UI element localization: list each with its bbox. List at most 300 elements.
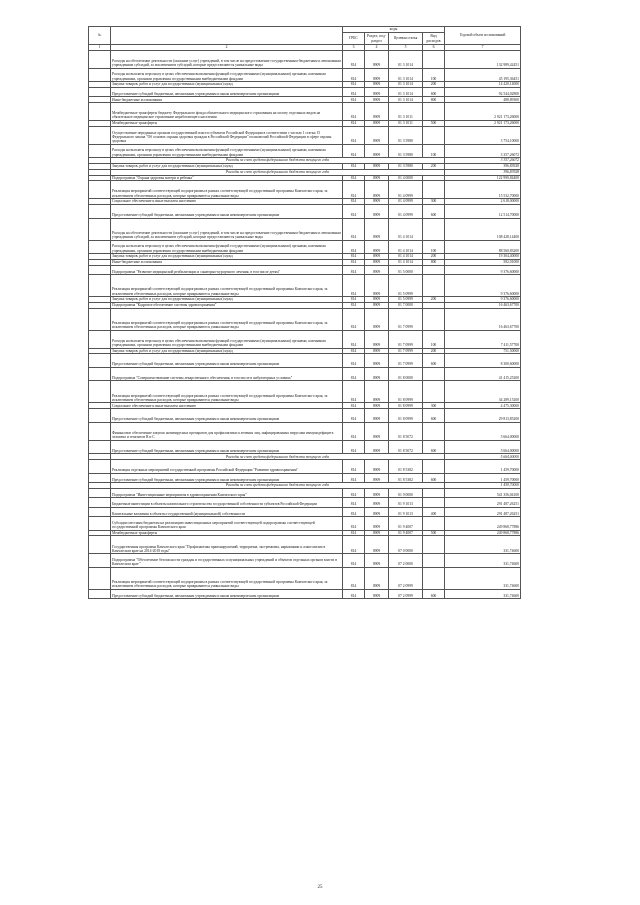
table-row [89, 440, 521, 454]
row-amount: 331,74600 [445, 567, 521, 589]
row-target: 01 3 1014 [389, 50, 423, 68]
row-grbs: 814 [343, 265, 365, 274]
row-grbs: 814 [343, 409, 365, 423]
row-name: Расходы на выплаты персоналу в целях обеспечения выполнения функций государственными (муниципальными) органами, казенными учреждениями, органами управления государственными внебюджетными фондами [111, 68, 343, 82]
row-target: 01 4 0999 [389, 204, 423, 218]
table-row [89, 567, 521, 589]
row-section: 0909 [365, 440, 389, 454]
row-target: 01 4 0999 [389, 181, 423, 199]
row-name: Иные бюджетные ассигнования [111, 259, 343, 265]
row-target: 01 4 0000 [389, 175, 423, 181]
row-target: 01 5 0999 [389, 275, 423, 297]
header-codes: коды [343, 27, 445, 33]
row-num-cell [89, 308, 111, 330]
row-exp-type: 300 [423, 403, 445, 409]
row-amount: 9 376,60000 [445, 265, 521, 274]
row-section: 0909 [365, 367, 389, 381]
row-num-cell [89, 265, 111, 274]
row-amount: 396,83928 [445, 169, 521, 175]
row-target: 01 4 1014 [389, 218, 423, 240]
header-grbs: ГРБС [343, 33, 365, 45]
row-grbs: 814 [343, 126, 365, 144]
row-section: 0909 [365, 530, 389, 536]
row-section: 0909 [365, 254, 389, 260]
row-amount: 249 868,77886 [445, 517, 521, 531]
row-amount: 41 415,25200 [445, 367, 521, 381]
table-row [89, 381, 521, 403]
row-name: Предоставление субсидий бюджетным, автономным учреждениям и иным некоммерческим организациям [111, 204, 343, 218]
row-grbs: 814 [343, 275, 365, 297]
row-exp-type: 100 [423, 330, 445, 348]
row-grbs: 814 [343, 367, 365, 381]
row-exp-type [423, 498, 445, 507]
row-name: Закупка товаров, работ и услуг для государственных (муниципальных) нужд [111, 82, 343, 88]
row-name: Расходы на обеспечение деятельности (оказание услуг) учреждений, в том числе на предоставление государственным бюджетным и автономным учреждениям субсидий, за исключением субсидий, которые предоставляются уникальные виды [111, 218, 343, 240]
colnum: 3 [343, 45, 365, 51]
row-target: 01 9 0000 [389, 488, 423, 497]
row-exp-type: 500 [423, 530, 445, 536]
colnum: 7 [445, 45, 521, 51]
row-amount: 582,01000 [445, 259, 521, 265]
row-grbs: 814 [343, 82, 365, 88]
row-grbs: 814 [343, 517, 365, 531]
row-target: 01 5 0000 [389, 265, 423, 274]
row-num-cell [89, 498, 111, 507]
row-section: 0909 [365, 536, 389, 554]
row-grbs: 814 [343, 354, 365, 368]
row-name: Предоставление субсидий бюджетным, автономным учреждениям и иным некоммерческим организациям [111, 409, 343, 423]
row-section: 0909 [365, 330, 389, 348]
header-exp-type: Вид расходов [423, 33, 445, 45]
row-exp-type: 300 [423, 199, 445, 205]
row-target: 01 8 0999 [389, 403, 423, 409]
row-num-cell [89, 330, 111, 348]
table-row [89, 536, 521, 554]
row-target: 07 0 0000 [389, 536, 423, 554]
row-section: 0909 [365, 87, 389, 96]
row-target: 01 9 1013 [389, 498, 423, 507]
row-section: 0909 [365, 265, 389, 274]
table-row [89, 265, 521, 274]
table-row [89, 507, 521, 516]
row-name: Закупка товаров, работ и услуг для государственных (муниципальных) нужд [111, 348, 343, 354]
row-grbs: 814 [343, 507, 365, 516]
row-exp-type [423, 567, 445, 589]
row-num-cell [89, 517, 111, 531]
row-num-cell [89, 381, 111, 403]
row-exp-type: 800 [423, 97, 445, 103]
row-section: 0909 [365, 82, 389, 88]
row-grbs: 814 [343, 381, 365, 403]
row-exp-type [423, 308, 445, 330]
row-target: 01 8 5382 [389, 460, 423, 474]
row-section: 0909 [365, 460, 389, 474]
row-name: Реализация мероприятий соответствующей подпрограммы в рамках соответствующей государственной программы Камчатского края, за исключением обеспеченных расходов, которые прикрываются уникальные виды [111, 381, 343, 403]
header-target: Целевая статья [389, 33, 423, 45]
row-amount: 9 376,60000 [445, 275, 521, 297]
table-row [89, 589, 521, 598]
row-name: Подпрограмма "Обеспечение безопасности граждан и государственных и муниципальных учреждений и объектов отдельных органов власти в Камчатском крае " [111, 554, 343, 568]
row-target: 01 3 1014 [389, 82, 423, 88]
row-amount: 122 990,84400 [445, 175, 521, 181]
row-amount: 45 195,36451 [445, 68, 521, 82]
colnum: 2 [111, 45, 343, 51]
row-name: Расходы на выплаты персоналу в целях обеспечения выполнения функций государственными (муниципальными) органами, казенными учреждениями, органами управления государственными внебюджетными фондами [111, 144, 343, 158]
table-row [89, 367, 521, 381]
row-section: 0909 [365, 204, 389, 218]
row-target: 01 8 0000 [389, 367, 423, 381]
row-amount: 5 664,00000 [445, 422, 521, 440]
row-note: Расходы за счет средств федерального бюджета текущего года [111, 483, 445, 489]
row-grbs: 814 [343, 473, 365, 482]
row-section: 0909 [365, 308, 389, 330]
row-grbs: 814 [343, 460, 365, 474]
row-name: Финансовое обеспечение закупок антивирусных препаратов для профилактики и лечения лиц, инфицированных вирусами иммунодефицита человека и гепатитов B и C [111, 422, 343, 440]
row-name: Закупка товаров, работ и услуг для государственных (муниципальных) нужд [111, 297, 343, 303]
row-target: 01 7 0999 [389, 308, 423, 330]
row-exp-type [423, 218, 445, 240]
row-name: Предоставление субсидий бюджетным, автономным учреждениям и иным некоммерческим организациям [111, 440, 343, 454]
row-target: 01 4 1014 [389, 240, 423, 254]
row-name: Государственная программа Камчатского края "Профилактика правонарушений, терроризма, экстремизма, наркомании и алкоголизма в Камчатском крае на 2014-2018 годы" [111, 536, 343, 554]
colnum: 1 [89, 45, 111, 51]
row-exp-type: 200 [423, 254, 445, 260]
row-name: Расходы на обеспечение деятельности (оказание услуг) учреждений, в том числе на предоставление государственным бюджетным и автономным учреждениям субсидий, за исключением субсидий, которые предоставляются уникальные виды [111, 50, 343, 68]
row-grbs: 814 [343, 68, 365, 82]
row-exp-type [423, 126, 445, 144]
row-amount: 331,74600 [445, 554, 521, 568]
row-amount: 291 487,26251 [445, 498, 521, 507]
row-name: Реализация мероприятий соответствующей подпрограммы в рамках соответствующей государственной программы Камчатского края, за исключением обеспеченных расходов, которые прикрываются уникальные виды [111, 567, 343, 589]
table-row [89, 517, 521, 531]
row-exp-type: 600 [423, 440, 445, 454]
row-section: 0909 [365, 163, 389, 169]
row-name: Реализация мероприятий соответствующей подпрограммы в рамках соответствующей государственной программы Камчатского края, за исключением обеспеченных расходов, которые прикрываются уникальные виды [111, 181, 343, 199]
row-target: 07 2 0999 [389, 589, 423, 598]
row-amount: 488,89300 [445, 97, 521, 103]
row-exp-type [423, 554, 445, 568]
row-name: Капитальные вложения в объекты государственной (муниципальной) собственности [111, 507, 343, 516]
table-row [89, 473, 521, 482]
row-amount: 1 459,70000 [445, 473, 521, 482]
row-target: 01 4 0999 [389, 199, 423, 205]
row-section: 0909 [365, 297, 389, 303]
row-section: 0909 [365, 97, 389, 103]
row-amount: 396,83928 [445, 163, 521, 169]
table-row [89, 422, 521, 440]
row-name: Реализация мероприятий соответствующей подпрограммы в рамках соответствующей государственной программы Камчатского края, за исключением обеспеченных расходов, которые прикрываются уникальные виды [111, 275, 343, 297]
row-grbs: 814 [343, 554, 365, 568]
row-target: 01 8 5072 [389, 422, 423, 440]
row-num-cell [89, 536, 111, 554]
row-num-cell [89, 507, 111, 516]
row-grbs: 814 [343, 259, 365, 265]
row-name: Межбюджетные трансферты [111, 530, 343, 536]
row-amount: 9 376,60000 [445, 297, 521, 303]
row-num-cell [89, 204, 111, 218]
row-target: 01 3 1014 [389, 87, 423, 96]
row-section: 0909 [365, 103, 389, 121]
row-exp-type [423, 460, 445, 474]
row-amount: 29 813,85200 [445, 409, 521, 423]
row-exp-type [423, 367, 445, 381]
table-row [89, 204, 521, 218]
table-row [89, 144, 521, 158]
row-target: 01 8 0999 [389, 409, 423, 423]
budget-table [88, 26, 521, 599]
table-row [89, 240, 521, 254]
row-exp-type: 100 [423, 68, 445, 82]
row-amount: 331,74600 [445, 589, 521, 598]
row-amount: 1 459,70000 [445, 483, 521, 489]
row-section: 0909 [365, 517, 389, 531]
row-num-cell [89, 554, 111, 568]
row-target: 01 9 1013 [389, 507, 423, 516]
row-section: 0909 [365, 354, 389, 368]
table-row [89, 50, 521, 68]
row-grbs: 814 [343, 297, 365, 303]
row-name: Межбюджетные трансферты [111, 120, 343, 126]
row-exp-type [423, 488, 445, 497]
row-grbs: 814 [343, 120, 365, 126]
row-grbs: 814 [343, 422, 365, 440]
row-num-cell [89, 440, 111, 454]
row-amount: 19 304,40000 [445, 254, 521, 260]
row-num-cell [89, 473, 111, 482]
row-section: 0909 [365, 381, 389, 403]
row-section: 0909 [365, 144, 389, 158]
row-amount: 2 921 173,26000 [445, 120, 521, 126]
row-amount: 7 411,57700 [445, 330, 521, 348]
row-target: 01 3 1014 [389, 97, 423, 103]
table-row [89, 87, 521, 96]
row-name: Предоставление субсидий бюджетным, автономным учреждениям и иным некоммерческим организациям [111, 354, 343, 368]
row-amount: 1 459,70000 [445, 460, 521, 474]
row-exp-type: 200 [423, 348, 445, 354]
row-target: 01 9 4007 [389, 517, 423, 531]
row-grbs: 814 [343, 589, 365, 598]
row-name: Подпрограмма "Совершенствование системы лекарственного обеспечения, в том числе в амбулаторных условиях" [111, 367, 343, 381]
header-section: Раздел, под-раздел [365, 33, 389, 45]
row-target: 01 3 1011 [389, 103, 423, 121]
header-name [111, 27, 343, 45]
row-grbs: 814 [343, 218, 365, 240]
row-section: 0909 [365, 348, 389, 354]
row-section: 0909 [365, 259, 389, 265]
row-name: Бюджетные инвестиции в объекты капитального строительства государственной собственности субъектов Российской Федерации [111, 498, 343, 507]
row-exp-type [423, 50, 445, 68]
table-row [89, 409, 521, 423]
row-num-cell [89, 589, 111, 598]
row-target: 01 7 0999 [389, 330, 423, 348]
row-section: 0909 [365, 422, 389, 440]
table-row [89, 181, 521, 199]
row-target: 01 8 5072 [389, 440, 423, 454]
table-row [89, 554, 521, 568]
row-amount: 291 487,26251 [445, 507, 521, 516]
table-row [89, 126, 521, 144]
row-grbs: 814 [343, 330, 365, 348]
row-grbs: 814 [343, 181, 365, 199]
row-amount: 132 989,42451 [445, 50, 521, 68]
row-exp-type: 600 [423, 473, 445, 482]
row-num-cell [89, 240, 111, 254]
row-amount: 92 544,02800 [445, 87, 521, 96]
row-num-cell [89, 181, 111, 199]
page-number: 25 [317, 885, 323, 890]
row-grbs: 814 [343, 348, 365, 354]
colnum: 5 [389, 45, 423, 51]
row-num-cell [89, 409, 111, 423]
row-exp-type [423, 103, 445, 121]
row-grbs: 814 [343, 536, 365, 554]
row-target: 01 8 0999 [389, 381, 423, 403]
row-amount: 541 356,04100 [445, 488, 521, 497]
row-target: 07 2 0000 [389, 554, 423, 568]
row-exp-type [423, 517, 445, 531]
row-amount: 108 428,14400 [445, 218, 521, 240]
row-target: 07 2 0999 [389, 567, 423, 589]
row-section: 0909 [365, 302, 389, 308]
row-name: Подпрограмма "Кадровое обеспечение системы здравоохранения" [111, 302, 343, 308]
row-section: 0909 [365, 218, 389, 240]
row-grbs: 814 [343, 440, 365, 454]
row-section: 0909 [365, 275, 389, 297]
row-num-cell [89, 354, 111, 368]
row-exp-type: 600 [423, 589, 445, 598]
row-amount: 3 754,10000 [445, 126, 521, 144]
row-grbs: 814 [343, 163, 365, 169]
table-row [89, 308, 521, 330]
row-amount: 5 664,00000 [445, 440, 521, 454]
budget-table-body [89, 50, 521, 598]
row-section: 0909 [365, 567, 389, 589]
row-exp-type: 200 [423, 297, 445, 303]
row-num-cell [89, 567, 111, 589]
row-section: 0909 [365, 488, 389, 497]
row-exp-type: 200 [423, 163, 445, 169]
row-target: 01 8 5382 [389, 473, 423, 482]
row-name: Реализация мероприятий соответствующей подпрограммы в рамках соответствующей государственной программы Камчатского края, за исключением обеспеченных расходов, которые прикрываются уникальные виды [111, 308, 343, 330]
row-exp-type: 100 [423, 144, 445, 158]
row-section: 0909 [365, 68, 389, 82]
row-num-cell [89, 87, 111, 96]
row-target: 01 4 1014 [389, 259, 423, 265]
row-name: Закупка товаров, работ и услуг для государственных (муниципальных) нужд [111, 163, 343, 169]
row-section: 0909 [365, 181, 389, 199]
row-target: 01 7 0000 [389, 302, 423, 308]
row-num-cell [89, 460, 111, 474]
row-target: 01 3 1014 [389, 68, 423, 82]
row-num-cell [89, 50, 111, 68]
row-target: 01 3 5980 [389, 126, 423, 144]
row-num-cell [89, 126, 111, 144]
row-name: Осуществление переданных органам государственной власти субъектов Российской Федерации в соответствии с частью 1 статьи 15 Федерального закона "Об основах охраны здоровья граждан в Российской Федерации" полномочий Российской Федерации в сфере охраны здоровья [111, 126, 343, 144]
row-amount: 331,74600 [445, 536, 521, 554]
table-row [89, 103, 521, 121]
row-exp-type [423, 275, 445, 297]
row-exp-type [423, 381, 445, 403]
row-name: Социальное обеспечение и иные выплаты населению [111, 199, 343, 205]
row-target: 01 4 1014 [389, 254, 423, 260]
row-grbs: 814 [343, 403, 365, 409]
row-note: Расходы за счет средств федерального бюджета текущего года [111, 454, 445, 460]
row-grbs: 814 [343, 103, 365, 121]
row-section: 0909 [365, 409, 389, 423]
header-amount: Годовой объем ассигнований [445, 27, 521, 45]
row-name: Субсидии местным бюджетам на реализацию инвестиционных мероприятий соответствующей подпрограммы соответствующей государственной программы Камчатского края [111, 517, 343, 531]
row-amount: 2 618,00000 [445, 199, 521, 205]
row-name: Подпрограмма "Инвестиционные мероприятия в здравоохранении Камчатского края" [111, 488, 343, 497]
row-section: 0909 [365, 403, 389, 409]
row-num-cell [89, 422, 111, 440]
row-name: Иные бюджетные ассигнования [111, 97, 343, 103]
row-name: Расходы на выплаты персоналу в целях обеспечения выполнения функций государственными (муниципальными) органами, казенными учреждениями, органами управления государственными внебюджетными фондами [111, 330, 343, 348]
row-name: Предоставление субсидий бюджетным, автономным учреждениям и иным некоммерческим организациям [111, 473, 343, 482]
row-exp-type: 400 [423, 507, 445, 516]
row-target: 01 5 0999 [389, 297, 423, 303]
row-target: 01 9 4007 [389, 530, 423, 536]
row-exp-type: 800 [423, 259, 445, 265]
row-grbs: 814 [343, 498, 365, 507]
row-target: 01 7 0999 [389, 348, 423, 354]
row-amount: 15 532,70000 [445, 181, 521, 199]
row-amount: 3 357,26072 [445, 144, 521, 158]
row-amount: 2 921 173,26000 [445, 103, 521, 121]
row-section: 0909 [365, 554, 389, 568]
row-amount: 8 300,60000 [445, 354, 521, 368]
row-grbs: 814 [343, 175, 365, 181]
row-grbs: 814 [343, 87, 365, 96]
row-num-cell [89, 103, 111, 121]
row-amount: 249 868,77886 [445, 530, 521, 536]
row-grbs: 814 [343, 530, 365, 536]
row-num-cell [89, 68, 111, 82]
row-exp-type: 600 [423, 409, 445, 423]
row-num-cell [89, 218, 111, 240]
row-num-cell [89, 275, 111, 297]
row-grbs: 814 [343, 144, 365, 158]
row-target: 01 3 5980 [389, 144, 423, 158]
row-grbs: 814 [343, 204, 365, 218]
table-row [89, 460, 521, 474]
row-grbs: 814 [343, 97, 365, 103]
row-amount: 751,50000 [445, 348, 521, 354]
row-amount: 16 463,67700 [445, 308, 521, 330]
row-exp-type: 200 [423, 82, 445, 88]
row-exp-type: 600 [423, 354, 445, 368]
row-name: Социальное обеспечение и иные выплаты населению [111, 403, 343, 409]
row-amount: 14 420,14000 [445, 82, 521, 88]
row-name: Подпрограмма "Развитие медицинской реабилитации и санаторно-курортного лечения, в том числе детям" [111, 265, 343, 274]
row-note: Расходы за счет средств федерального бюджета текущего года [111, 158, 445, 164]
table-row [89, 68, 521, 82]
row-amount: 34 289,15200 [445, 381, 521, 403]
row-amount: 3 357,26072 [445, 158, 521, 164]
row-amount: 5 664,00000 [445, 454, 521, 460]
row-amount: 12 514,70000 [445, 204, 521, 218]
row-grbs: 814 [343, 308, 365, 330]
row-section: 0909 [365, 175, 389, 181]
row-section: 0909 [365, 498, 389, 507]
row-section: 0909 [365, 120, 389, 126]
row-name: Расходы на выплаты персоналу в целях обеспечения выполнения функций государственными (муниципальными) органами, казенными учреждениями, органами управления государственными внебюджетными фондами [111, 240, 343, 254]
row-grbs: 814 [343, 567, 365, 589]
row-section: 0909 [365, 126, 389, 144]
row-num-cell [89, 488, 111, 497]
row-amount: 16 463,67700 [445, 302, 521, 308]
row-section: 0909 [365, 50, 389, 68]
